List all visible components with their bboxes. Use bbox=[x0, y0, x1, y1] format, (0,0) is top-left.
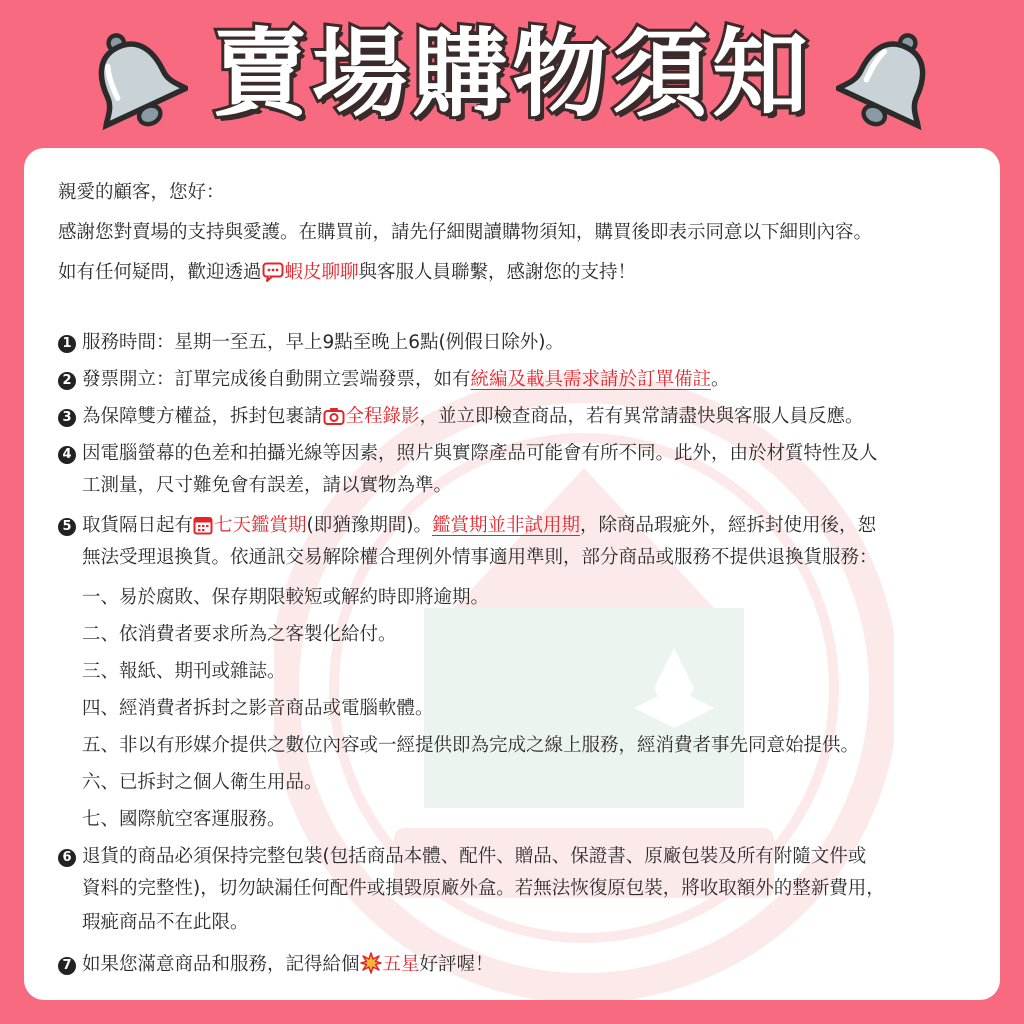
greeting: 親愛的顧客，您好： bbox=[58, 182, 225, 203]
rule-number: 2 bbox=[58, 372, 76, 390]
intro-text: 與客服人員聯繫，感謝您的支持！ bbox=[358, 262, 637, 283]
seven-day-highlight: 七天鑑賞期 bbox=[214, 515, 307, 536]
rule-number: 3 bbox=[58, 409, 76, 427]
header bbox=[0, 0, 1024, 150]
list-item: 四、經消費者拆封之影音商品或電腦軟體。 bbox=[82, 698, 434, 719]
rule-6 bbox=[58, 842, 866, 872]
page-title: 賣場購物須知 bbox=[212, 18, 812, 130]
rule-text: 如果您滿意商品和服務，記得給個 bbox=[82, 954, 360, 975]
rule-5-cont: 無法受理退換貨。依通訊交易解除權合理例外情事適用準則，部分商品或服務不提供退換貨服務： bbox=[82, 547, 878, 568]
rule-text: ，並立即檢查商品，若有異常請盡快與客服人員反應。 bbox=[419, 406, 864, 427]
rule-number: 6 bbox=[58, 849, 76, 867]
shopee-chat-highlight: 蝦皮聊聊 bbox=[284, 262, 359, 283]
rule-3 bbox=[58, 402, 864, 432]
rule-text: 為保障雙方權益，拆封包裹請 bbox=[82, 406, 323, 427]
rule-5 bbox=[58, 511, 876, 541]
list-item: 五、非以有形媒介提供之數位內容或一經提供即為完成之線上服務，經消費者事先同意始提供。 bbox=[82, 735, 860, 756]
not-trial-highlight: 鑑賞期並非試用期 bbox=[431, 515, 580, 536]
list-item: 七、國際航空客運服務。 bbox=[82, 809, 286, 830]
camera-icon bbox=[323, 406, 345, 426]
rule-number: 7 bbox=[58, 957, 76, 975]
rule-number: 5 bbox=[58, 518, 76, 536]
list-item: 三、報紙、期刊或雜誌。 bbox=[82, 661, 286, 682]
invoice-note-highlight: 統編及載具需求請於訂單備註 bbox=[470, 369, 712, 390]
intro-text: 如有任何疑問，歡迎透過 bbox=[58, 262, 262, 283]
notice-card bbox=[24, 148, 1000, 1000]
chat-icon bbox=[262, 262, 284, 282]
rule-number: 1 bbox=[58, 335, 76, 353]
rule-text: 退貨的商品必須保持完整包裝(包括商品本體、配件、贈品、保證書、原廠包裝及所有附隨文件或 bbox=[82, 846, 867, 867]
list-item: 六、已拆封之個人衛生用品。 bbox=[82, 772, 323, 793]
list-item: 一、易於腐敗、保存期限較短或解約時即將逾期。 bbox=[82, 587, 490, 608]
five-star-highlight: 五星 bbox=[382, 954, 420, 975]
rule-text: 好評喔！ bbox=[419, 954, 494, 975]
rule-6-cont: 資料的完整性)，切勿缺漏任何配件或損毀原廠外盒。若無法恢復原包裝，將收取額外的整新費用， bbox=[82, 878, 885, 899]
star-icon bbox=[360, 952, 382, 974]
intro-line: 感謝您對賣場的支持與愛護。在購買前，請先仔細閱讀購物須知，購買後即表示同意以下細則內容。 bbox=[58, 222, 873, 243]
rule-text: 因電腦螢幕的色差和拍攝光線等因素，照片與實際產品可能會有所不同。此外，由於材質特性及人 bbox=[82, 443, 878, 464]
rule-text: 取貨隔日起有 bbox=[82, 515, 194, 536]
rule-6-cont: 瑕疵商品不在此限。 bbox=[82, 912, 249, 933]
rule-text: 。 bbox=[711, 369, 730, 390]
list-item: 二、依消費者要求所為之客製化給付。 bbox=[82, 624, 397, 645]
rule-7 bbox=[58, 950, 494, 980]
rule-text: (即猶豫期間)。 bbox=[306, 515, 432, 536]
rule-2 bbox=[58, 365, 730, 395]
rule-1 bbox=[58, 328, 564, 358]
rule-text: 服務時間：星期一至五，早上9點至晚上6點(例假日除外)。 bbox=[82, 332, 564, 353]
rule-text: ，除商品瑕疵外，經拆封使用後，恕 bbox=[579, 515, 876, 536]
full-recording-highlight: 全程錄影 bbox=[345, 406, 420, 427]
calendar-icon bbox=[193, 515, 213, 535]
intro-contact-line bbox=[58, 258, 636, 288]
rule-text: 發票開立：訂單完成後自動開立雲端發票，如有 bbox=[82, 369, 471, 390]
rule-number: 4 bbox=[58, 446, 76, 464]
rule-4-cont: 工測量，尺寸難免會有誤差，請以實物為準。 bbox=[82, 475, 453, 496]
bell-icon bbox=[836, 24, 946, 134]
rule-4 bbox=[58, 439, 878, 469]
